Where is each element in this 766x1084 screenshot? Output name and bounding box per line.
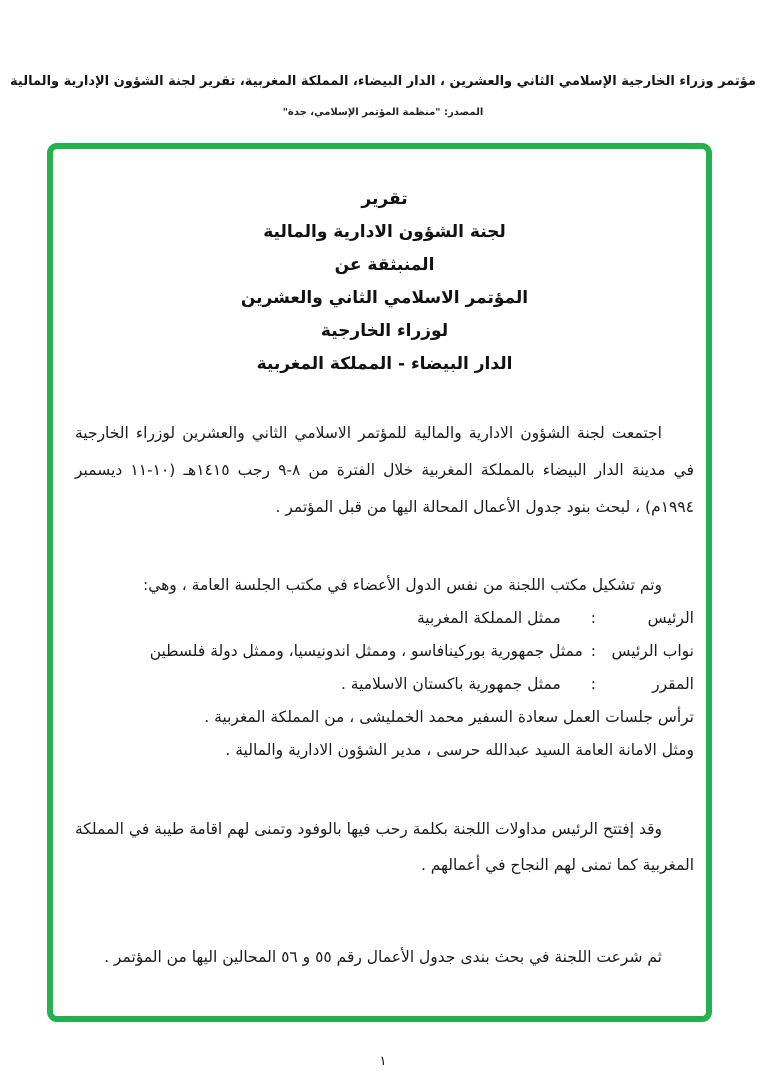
line-secretariat-representative: ومثل الامانة العامة السيد عبدالله حرسى ، مدير الشؤون الادارية والمالية . [225,741,694,759]
title-conference-name: المؤتمر الاسلامي الثاني والعشرين [240,288,529,308]
report-body [53,149,706,1016]
officer-role: نواب الرئيس [611,642,694,660]
officer-colon: : [590,642,596,660]
paragraph-bureau-intro: وتم تشكيل مكتب اللجنة من نفس الدول الأعضاء في مكتب الجلسة العامة ، وهي: [142,576,662,594]
line-session-chair: ترأس جلسات العمل سعادة السفير محمد الخمليشى ، من المملكة المغربية . [204,708,694,726]
header-source-line: المصدر: "منظمة المؤتمر الإسلامي، جدة" [282,107,484,118]
page-number: ١ [379,1054,387,1069]
title-block [75,183,694,381]
title-emanating-from: المنبثقة عن [334,255,435,275]
title-report: تقرير [361,189,408,209]
officer-colon: : [590,675,596,693]
header-attribution: مؤتمر وزراء الخارجية الإسلامي الثاني والعشرين ، الدار البيضاء، المملكة المغربية، تقرير لجنة الشؤون الإدارية والمالية [10,74,756,89]
paragraph-meeting: اجتمعت لجنة الشؤون الادارية والمالية للمؤتمر الاسلامي الثاني والعشرين لوزراء الخارجية في مدينة الدار البيضاء بالمملكة المغربية خلال الفترة من ٨-٩ رجب ١٤١٥هـ (١٠-١١ ديسمبر ١٩٩٤م) ، لبحث بنود جدول الأعمال المحالة اليها من قبل المؤتمر . [75,424,694,516]
officer-value: ممثل جمهورية بوركينافاسو ، وممثل اندونيسيا، وممثل دولة فلسطين [149,642,583,660]
green-annotation-frame [47,143,712,1022]
officer-row-rapporteur [75,668,694,701]
title-venue: الدار البيضاء - المملكة المغربية [256,354,513,374]
title-foreign-ministers: لوزراء الخارجية [320,321,449,341]
officer-colon: : [590,609,596,627]
officer-role: المقرر [652,675,694,693]
paragraph-agenda-items: ثم شرعت اللجنة في بحث بندى جدول الأعمال رقم ٥٥ و ٥٦ المحالين اليها من المؤتمر . [104,948,662,966]
officer-role: الرئيس [647,609,694,627]
paragraph-opening-remarks: وقد إفتتح الرئيس مداولات اللجنة بكلمة رحب فيها بالوفود وتمنى لهم اقامة طيبة في المملكة المغربية كما تمنى لهم النجاح في أعمالهم . [75,820,694,874]
officer-row-vice-chairmen [75,635,694,668]
officer-value: ممثل المملكة المغربية [416,609,561,627]
officer-row-chairman [75,602,694,635]
title-committee-name: لجنة الشؤون الادارية والمالية [263,222,506,242]
officer-value: ممثل جمهورية باكستان الاسلامية . [340,675,561,693]
